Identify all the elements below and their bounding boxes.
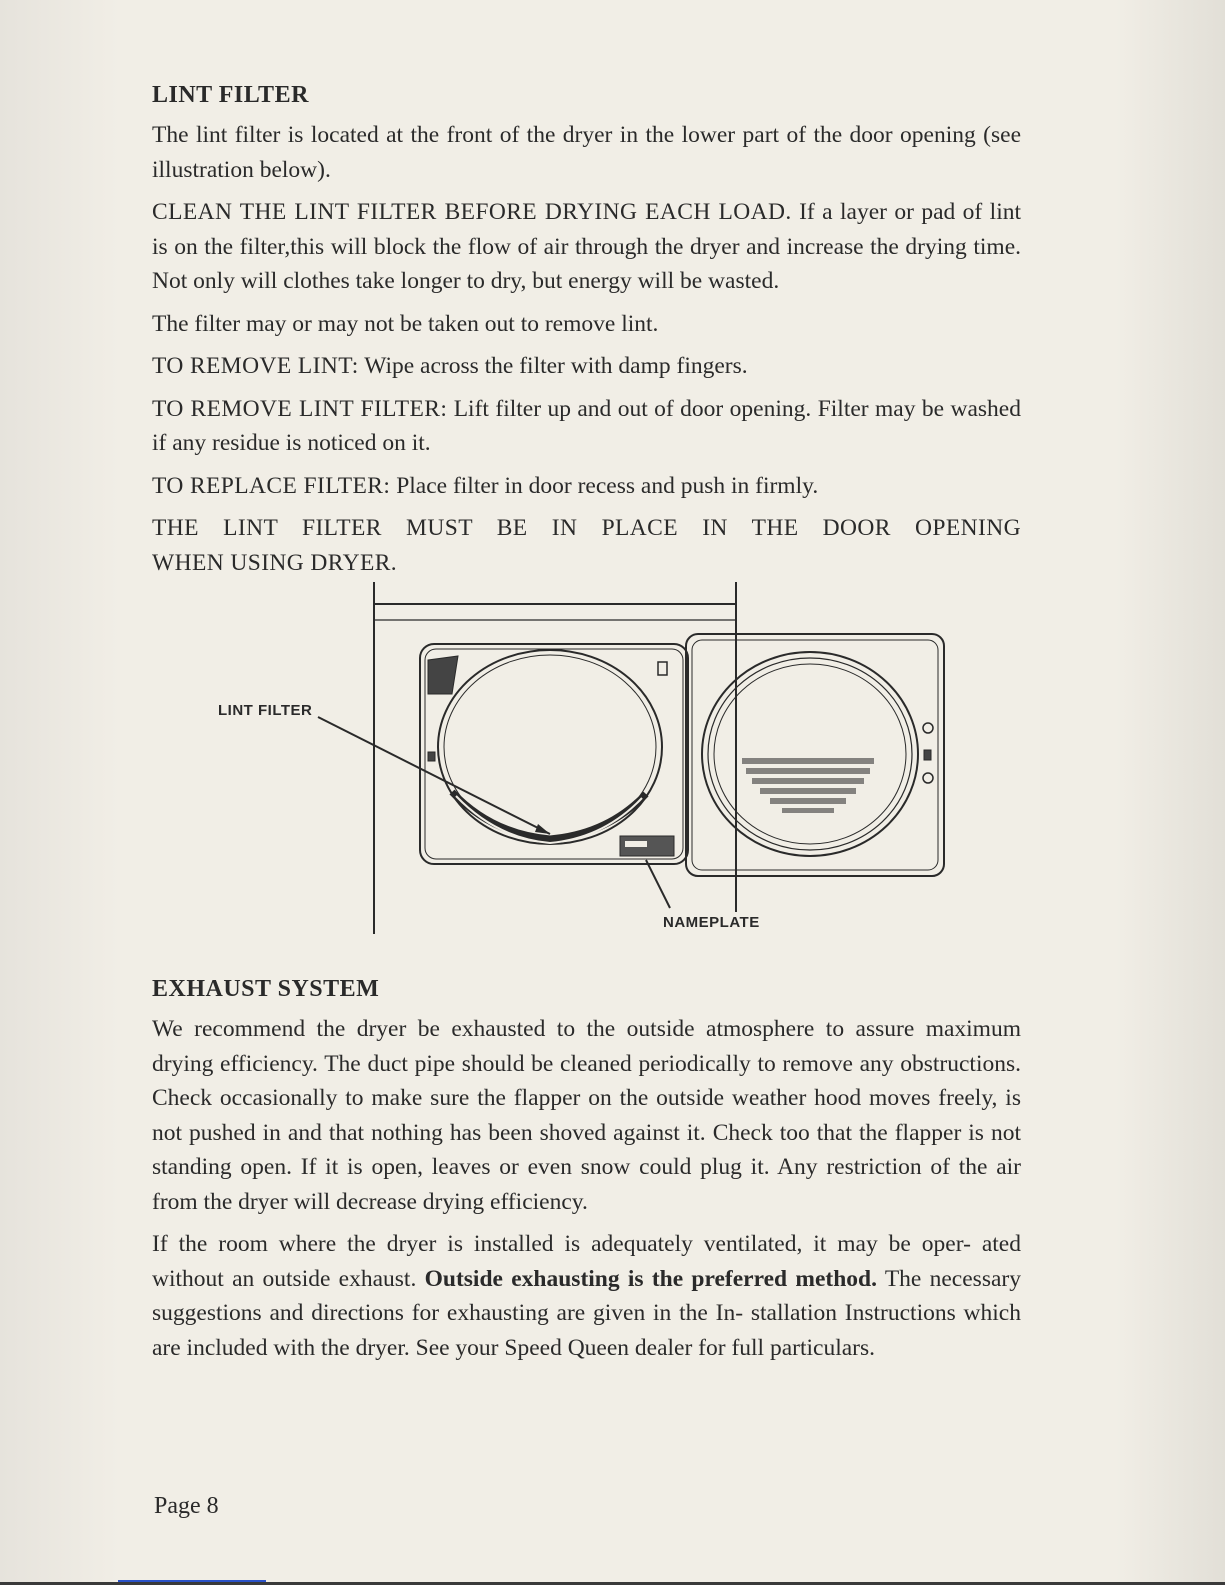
- replace-filter-caps: TO REPLACE FILTER:: [152, 472, 391, 499]
- warning-label-plate: [428, 656, 458, 694]
- lint-filter-paragraph-removal: The filter may or may not be taken out to remove lint.: [152, 310, 659, 337]
- dryer-illustration: [152, 582, 1021, 974]
- dryer-diagram: [152, 582, 1021, 974]
- ventilation-text-start: If the room where the dryer is installed is adequately ventilated, it may be oper- ated without an outside exhaust.: [152, 1231, 1021, 1292]
- page-number: Page 8: [154, 1493, 219, 1519]
- door-opening-panel: [420, 644, 688, 864]
- open-door-inner: [692, 640, 938, 870]
- remove-lint-caps: TO REMOVE LINT:: [152, 353, 359, 379]
- filter-warning-line1: THE LINT FILTER MUST BE IN PLACE IN THE DOOR OPENING: [152, 515, 1021, 541]
- clean-instruction-text: If a layer or pad of lint is on the filter,this will block the flow of air through the dryer and increase the drying time. Not only will clothes take longer to dry, but energy will be wasted.: [152, 199, 1021, 294]
- lint-filter-paragraph-clean: [152, 195, 1021, 299]
- remove-filter-caps: TO REMOVE LINT FILTER:: [152, 395, 448, 422]
- exhaust-paragraph-recommendation: We recommend the dryer be exhausted to the outside atmosphere to assure maximum drying efficiency. The duct pipe should be cleaned periodically to remove any obstructions. Check occasionally to make sure the flapper on the outside weather hood moves freely, is not pushed in and that nothing has been shoved against it. Check too that the flapper is not standing open. If it is open, leaves or even snow could plug it. Any restriction of the air from the dryer will decrease drying efficiency.: [152, 1016, 1021, 1215]
- ventilation-text-end: The necessary suggestions and directions for exhausting are given in the In- stallation Instructions which are included with the dryer. See your Speed Queen dealer for full particulars.: [152, 1265, 1021, 1361]
- exhaust-system-heading: EXHAUST SYSTEM: [152, 976, 380, 1002]
- nameplate-detail: [625, 841, 647, 847]
- open-door: [686, 634, 944, 876]
- door-window-outer: [702, 652, 918, 856]
- lint-filter-leader: [318, 717, 550, 834]
- drum-opening: [438, 650, 662, 844]
- nameplate-leader: [646, 860, 670, 908]
- preferred-method-emphasis: Outside exhausting is the preferred method.: [424, 1265, 877, 1292]
- page-content: [152, 80, 1021, 1365]
- replace-filter-instruction: [152, 469, 1021, 504]
- page-edge-right: [1115, 0, 1225, 1585]
- remove-filter-text: Lift filter up and out of door opening. Filter may be washed if any residue is noticed on it.: [152, 395, 1021, 456]
- door-vent-grille: [742, 758, 874, 813]
- replace-filter-text: Place filter in door recess and push in firmly.: [390, 472, 819, 499]
- nameplate-callout: NAMEPLATE: [663, 914, 760, 931]
- door-latch: [658, 662, 667, 675]
- remove-lint-instruction: [152, 349, 1021, 384]
- door-window-inner: [708, 658, 912, 850]
- remove-filter-instruction: [152, 392, 1021, 461]
- door-switch: [428, 752, 435, 761]
- door-hinge-bottom: [923, 773, 933, 783]
- exhaust-paragraph-ventilation: [152, 1227, 1021, 1365]
- clean-instruction-caps: CLEAN THE LINT FILTER BEFORE DRYING EACH LOAD.: [152, 199, 792, 225]
- lint-filter-heading: LINT FILTER: [152, 82, 309, 108]
- remove-lint-text: Wipe across the filter with damp fingers.: [358, 353, 748, 379]
- lint-filter-paragraph-location: The lint filter is located at the front of the dryer in the lower part of the door opening (see illustration below).: [152, 122, 1021, 183]
- door-hinge-middle: [924, 750, 931, 760]
- door-opening-inner: [425, 649, 683, 859]
- lint-filter-arrowhead: [535, 824, 550, 834]
- door-hinge-top: [923, 723, 933, 733]
- lint-filter-callout: LINT FILTER: [218, 702, 313, 719]
- scan-accent: [118, 1580, 266, 1582]
- filter-warning-line2: WHEN USING DRYER.: [152, 549, 398, 576]
- door-window-ring: [714, 664, 906, 844]
- page-edge-left: [0, 0, 120, 1585]
